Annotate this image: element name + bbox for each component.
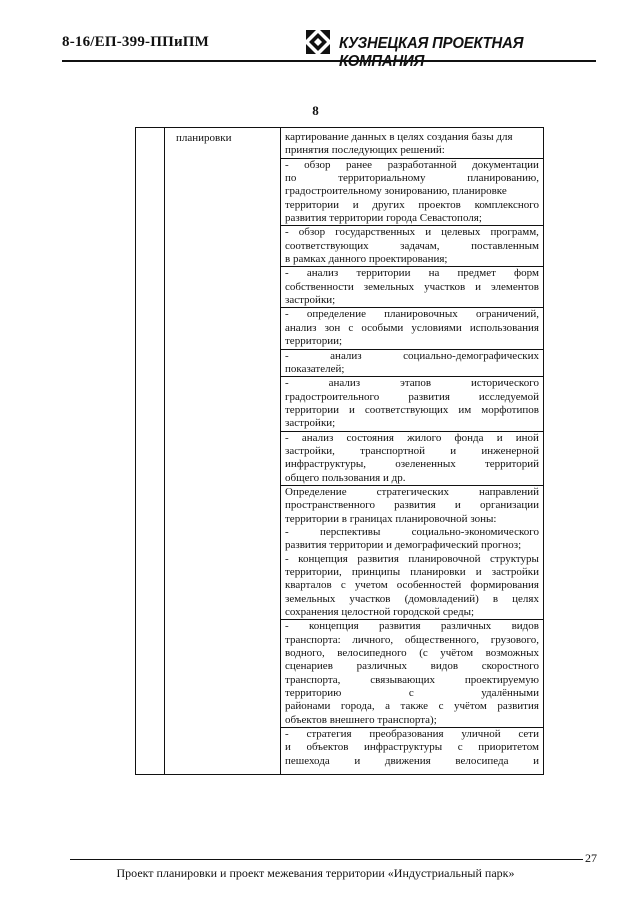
kpk-logo-icon xyxy=(306,30,330,54)
text-line: принятия последующих решений: xyxy=(285,144,445,157)
text-line: земельных участков (домовладений) в целях xyxy=(285,592,539,605)
text-line: сценариев различных видов скоростного xyxy=(285,660,539,673)
text-line: кварталов с учетом особенностей формирования xyxy=(285,579,539,592)
text-line: застройки; xyxy=(285,294,336,307)
text-line: территории; xyxy=(285,335,343,348)
text-line: - обзор ранее разработанной документации xyxy=(285,158,539,171)
text-line: Определение стратегических направлений xyxy=(285,485,539,498)
text-line: градостроительному зонированию, планировке xyxy=(285,185,507,198)
text-line: - анализ территории на предмет форм xyxy=(285,267,539,280)
text-line: градостроительного развития исследуемой xyxy=(285,390,539,403)
text-line: в рамках данного проектирования; xyxy=(285,253,448,266)
text-line: - анализ социально-демографических xyxy=(285,349,539,362)
page-number: 8 xyxy=(312,103,319,118)
table-cell-content xyxy=(285,131,539,768)
text-line: территории и других проектов комплексного xyxy=(285,198,539,211)
text-line: соответствующих задачам, поставленным xyxy=(285,239,539,252)
text-line: - анализ состояния жилого фонда и иной xyxy=(285,431,539,444)
footer-page-number: 27 xyxy=(585,851,597,865)
text-line: транспорта, связывающих проектируемую xyxy=(285,673,539,686)
text-line: - концепция развития различных видов xyxy=(285,620,539,633)
text-line: и объектов инфраструктуры с приоритетом xyxy=(285,741,539,754)
text-line: собственности земельных участков и элементов xyxy=(285,280,539,293)
text-line: по территориальному планированию, xyxy=(285,172,539,185)
text-line: развития территории города Севастополя; xyxy=(285,212,482,225)
text-line: - перспективы социально-экономического xyxy=(285,525,539,538)
company-name: КУЗНЕЦКАЯ ПРОЕКТНАЯ КОМПАНИЯ xyxy=(339,35,524,70)
text-line: застройки; xyxy=(285,417,336,430)
footer-divider xyxy=(70,859,583,860)
text-line: водного, велосипедного (с учётом возможных xyxy=(285,647,539,660)
text-line: - стратегия преобразования уличной сети xyxy=(285,728,539,741)
content-table xyxy=(135,127,544,775)
text-line: застройки, транспортной и инженерной xyxy=(285,444,539,457)
text-line: показателей; xyxy=(285,362,345,375)
section-label: планировки xyxy=(176,132,232,144)
text-line: объектов внешнего транспорта); xyxy=(285,713,437,726)
text-line: пространственного развития и организации xyxy=(285,499,539,512)
header-divider xyxy=(62,60,596,62)
text-line: - концепция развития планировочной структуры xyxy=(285,552,539,565)
text-line: территории и соответствующих им морфотипов xyxy=(285,403,539,416)
text-line: инфраструктуры, озелененных территорий xyxy=(285,458,539,471)
text-line: районами города, а также с учётом развития xyxy=(285,700,539,713)
footer-title: Проект планировки и проект межевания территории «Индустриальный парк» xyxy=(116,866,515,880)
text-line: территорию с удалёнными xyxy=(285,687,539,700)
text-line: - анализ этапов исторического xyxy=(285,377,539,390)
document-code: 8-16/ЕП-399-ППиПМ xyxy=(62,34,210,50)
text-line: - обзор государственных и целевых программ, xyxy=(285,226,539,239)
text-line: сохранения целостной городской среды; xyxy=(285,606,475,619)
text-line: общего пользования и др. xyxy=(285,471,406,484)
text-line: транспорта: личного, общественного, грузового, xyxy=(285,633,539,646)
text-line: территории, принципы планировки и застройки xyxy=(285,566,539,578)
text-line: территории в границах планировочной зоны: xyxy=(285,512,497,525)
text-line: анализ зон с особыми условиями использования xyxy=(285,321,539,334)
text-line: картирование данных в целях создания базы для xyxy=(285,131,513,143)
text-line: развития территории и демографический прогноз; xyxy=(285,539,522,552)
text-line: - определение планировочных ограничений, xyxy=(285,308,539,321)
text-line: пешехода и движения велосипеда и xyxy=(285,754,539,767)
table-column-divider-1 xyxy=(164,128,165,774)
